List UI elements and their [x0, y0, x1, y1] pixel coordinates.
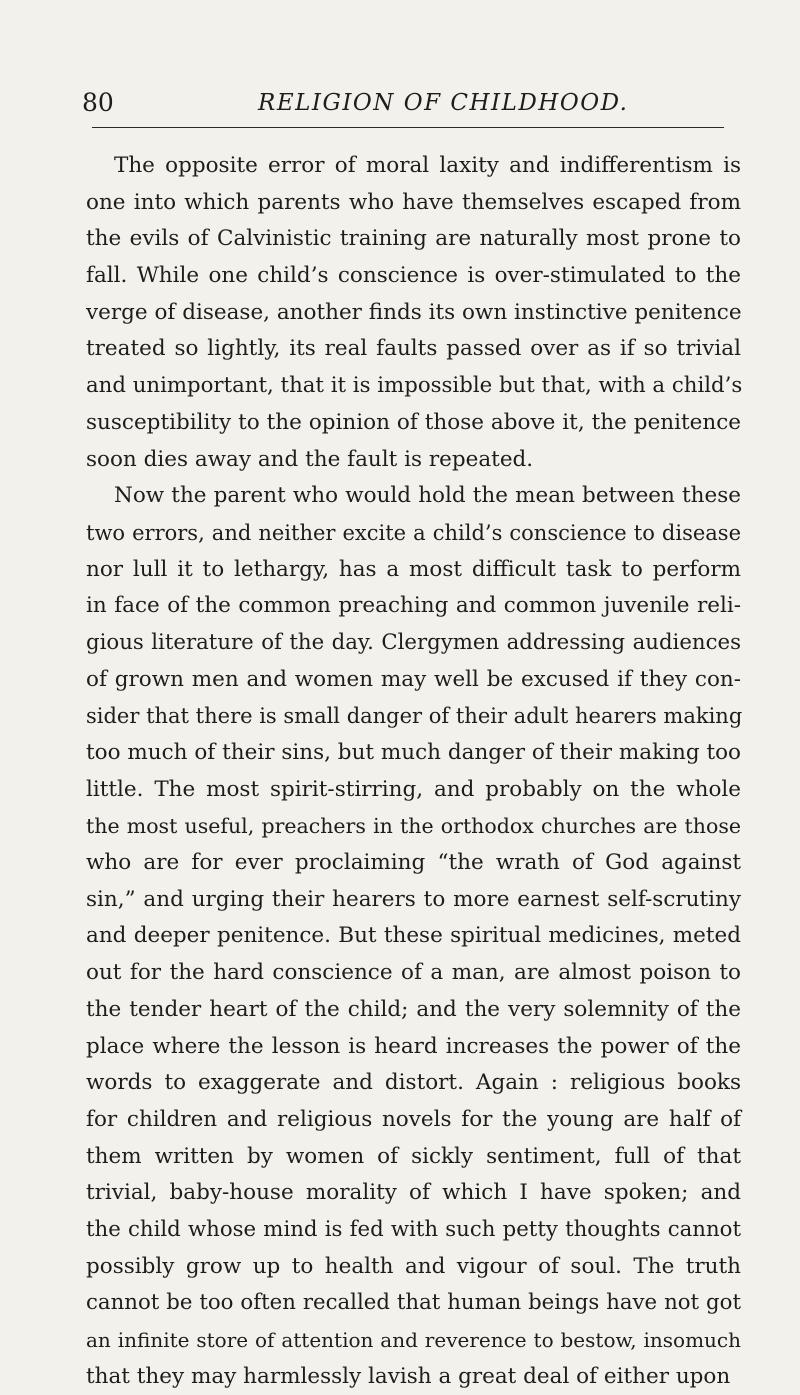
text-line: them written by women of sickly sentiment, full of that [86, 1143, 741, 1169]
text-line: too much of their sins, but much danger of their making too [86, 740, 741, 765]
text-line: in face of the common preaching and common juvenile reli- [86, 593, 741, 619]
text-line: verge of disease, another finds its own instinctive penitence [86, 299, 742, 325]
text-line: sin,” and urging their hearers to more earnest self-scrutiny [86, 886, 741, 912]
page-number: 80 [82, 88, 114, 117]
text-line: the most useful, preachers in the orthodox churches are those [86, 814, 741, 839]
text-line: out for the hard conscience of a man, are almost poison to [86, 960, 741, 986]
text-line: one into which parents who have themselves escaped from [86, 189, 741, 215]
text-line: cannot be too often recalled that human beings have not got [86, 1290, 741, 1316]
text-line: little. The most spirit-stirring, and probably on the whole [86, 776, 741, 802]
text-line: that they may harmlessly lavish a great deal of either upon [86, 1363, 731, 1389]
text-line: trivial, baby-house morality of which I have spoken; and [86, 1180, 741, 1206]
text-line: the child whose mind is fed with such petty thoughts cannot [86, 1216, 741, 1242]
text-line: and unimportant, that it is impossible but that, with a child’s [86, 373, 743, 399]
text-line: fall. While one child’s conscience is over-stimulated to the [86, 263, 741, 289]
text-line: an infinite store of attention and reverence to bestow, insomuch [86, 1328, 741, 1352]
text-line: the evils of Calvinistic training are naturally most prone to [86, 226, 741, 252]
text-line: words to exaggerate and distort. Again : religious books [86, 1070, 741, 1096]
text-line: sider that there is small danger of their adult hearers making [86, 704, 743, 729]
text-line: and deeper penitence. But these spiritual medicines, meted [86, 923, 741, 949]
text-line: place where the lesson is heard increases the power of the [86, 1033, 741, 1059]
text-line: who are for ever proclaiming “the wrath of God against [86, 850, 741, 876]
header-rule [92, 127, 724, 128]
text-line: possibly grow up to health and vigour of soul. The truth [86, 1253, 741, 1279]
text-line: treated so lightly, its real faults passed over as if so trivial [86, 336, 741, 362]
running-head: RELIGION OF CHILDHOOD. [258, 90, 629, 116]
text-line: the tender heart of the child; and the very solemnity of the [86, 996, 741, 1022]
text-line: gious literature of the day. Clergymen addressing audiences [86, 629, 741, 655]
text-line: soon dies away and the fault is repeated. [86, 446, 534, 472]
text-line: of grown men and women may well be excused if they con- [86, 666, 741, 692]
text-line: The opposite error of moral laxity and indifferentism is [114, 153, 741, 178]
text-line: for children and religious novels for the young are half of [86, 1106, 741, 1132]
page-header [0, 88, 800, 128]
text-line: nor lull it to lethargy, has a most difficult task to perform [86, 556, 741, 582]
text-line: susceptibility to the opinion of those above it, the penitence [86, 409, 741, 435]
body-text [86, 148, 741, 1395]
text-line: Now the parent who would hold the mean between these [114, 483, 741, 509]
text-line: two errors, and neither excite a child’s conscience to disease [86, 520, 741, 545]
